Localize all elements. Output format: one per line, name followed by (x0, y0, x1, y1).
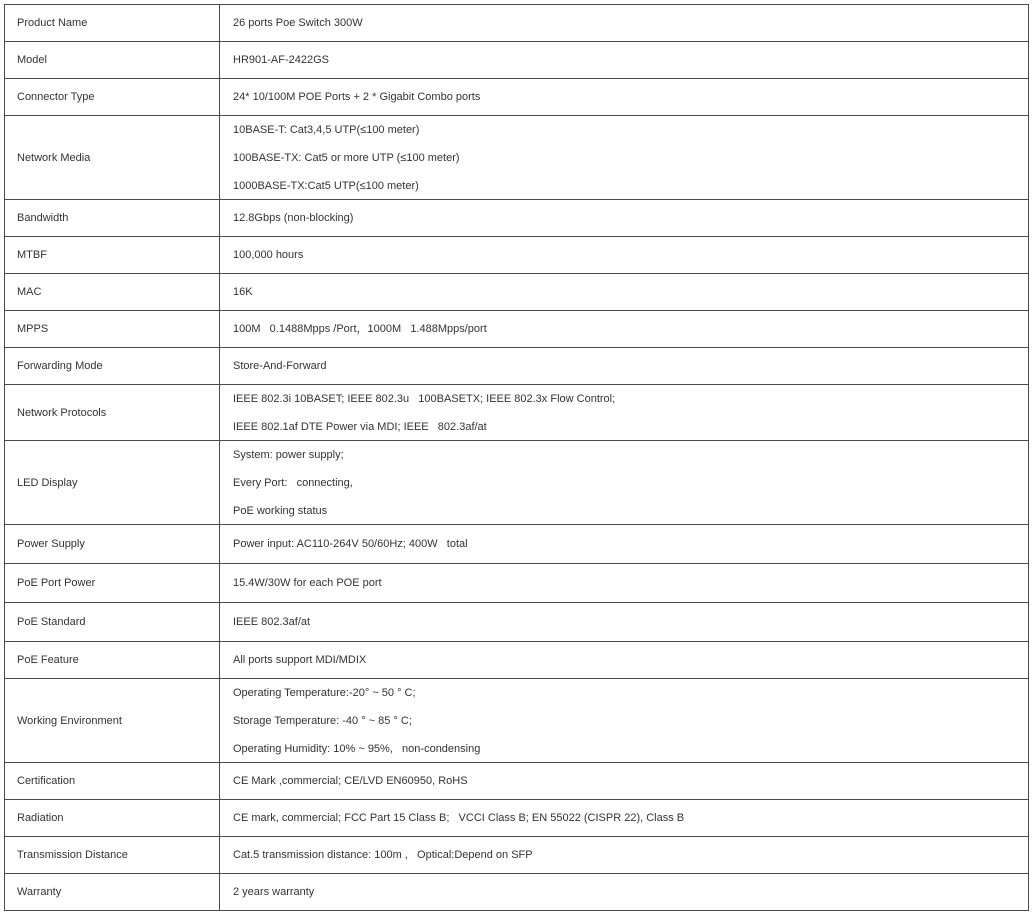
spec-value-line: 1000BASE-TX:Cat5 UTP(≤100 meter) (233, 179, 419, 192)
spec-row (5, 116, 1029, 200)
spec-value-line: PoE working status (233, 504, 328, 517)
spec-value-cell (220, 564, 1029, 603)
spec-value-cell (220, 200, 1029, 237)
spec-value-line: IEEE 802.1af DTE Power via MDI; IEEE 802.3af/at (233, 420, 487, 433)
spec-table (4, 4, 1029, 911)
spec-label-cell (5, 274, 220, 311)
spec-value-cell (220, 800, 1029, 837)
spec-value-line: Power input: AC110-264V 50/60Hz; 400W total (233, 538, 468, 550)
spec-row (5, 237, 1029, 274)
spec-label-cell (5, 564, 220, 603)
spec-label-cell (5, 525, 220, 564)
spec-value-cell (220, 642, 1029, 679)
spec-value-cell (220, 5, 1029, 42)
spec-label: Certification (17, 775, 76, 787)
spec-value-cell (220, 42, 1029, 79)
spec-value-line: 100M 0.1488Mpps /Port，1000M 1.488Mpps/port (233, 323, 487, 335)
spec-label: PoE Port Power (17, 577, 96, 589)
spec-row (5, 348, 1029, 385)
spec-label-cell (5, 763, 220, 800)
spec-value-cell (220, 385, 1029, 441)
spec-value-cell (220, 441, 1029, 525)
spec-value-line: 16K (233, 286, 253, 298)
spec-value-line: Cat.5 transmission distance: 100m , Optical:Depend on SFP (233, 849, 533, 861)
spec-label: Transmission Distance (17, 849, 128, 861)
spec-label-cell (5, 42, 220, 79)
spec-row (5, 874, 1029, 911)
spec-value-line: 100BASE-TX: Cat5 or more UTP (≤100 meter) (233, 151, 460, 164)
spec-row (5, 5, 1029, 42)
spec-value-cell (220, 79, 1029, 116)
spec-label-cell (5, 5, 220, 42)
spec-value-line: Storage Temperature: -40 ° ~ 85 ° C; (233, 714, 412, 727)
spec-value-cell (220, 116, 1029, 200)
spec-row (5, 274, 1029, 311)
spec-value-cell (220, 311, 1029, 348)
spec-label-cell (5, 385, 220, 441)
spec-value-cell (220, 874, 1029, 911)
spec-label: Network Media (17, 151, 91, 164)
spec-label: Power Supply (17, 538, 85, 550)
spec-row (5, 200, 1029, 237)
spec-label: Connector Type (17, 91, 95, 103)
spec-label: Warranty (17, 886, 62, 898)
spec-label-cell (5, 200, 220, 237)
spec-value-line: Operating Humidity: 10% ~ 95%, non-condensing (233, 742, 481, 755)
spec-value-cell (220, 237, 1029, 274)
spec-row (5, 642, 1029, 679)
spec-row (5, 385, 1029, 441)
spec-value-line: Operating Temperature:-20° ~ 50 ° C; (233, 686, 416, 699)
spec-label: PoE Standard (17, 616, 86, 628)
spec-value-line: Every Port: connecting, (233, 476, 353, 489)
spec-row (5, 763, 1029, 800)
spec-value-line: 24* 10/100M POE Ports + 2 * Gigabit Combo ports (233, 91, 481, 103)
spec-value-line: 100,000 hours (233, 249, 304, 261)
spec-label: Bandwidth (17, 212, 69, 224)
spec-value-line: 2 years warranty (233, 886, 315, 898)
spec-label: MTBF (17, 249, 47, 261)
spec-value-line: 15.4W/30W for each POE port (233, 577, 382, 589)
spec-value-line: All ports support MDI/MDIX (233, 654, 367, 666)
spec-row (5, 525, 1029, 564)
spec-value-line: CE mark, commercial; FCC Part 15 Class B; VCCI Class B; EN 55022 (CISPR 22), Class B (233, 812, 685, 824)
spec-value-cell (220, 274, 1029, 311)
spec-value-cell (220, 525, 1029, 564)
spec-label-cell (5, 79, 220, 116)
spec-value-line: IEEE 802.3i 10BASET; IEEE 802.3u 100BASETX; IEEE 802.3x Flow Control; (233, 392, 616, 405)
spec-row (5, 441, 1029, 525)
spec-value-line: 10BASE-T: Cat3,4,5 UTP(≤100 meter) (233, 123, 420, 136)
spec-label-cell (5, 679, 220, 763)
spec-value-line: Store-And-Forward (233, 360, 327, 372)
spec-label: MPPS (17, 323, 49, 335)
spec-label: Network Protocols (17, 406, 107, 419)
spec-label-cell (5, 603, 220, 642)
spec-row (5, 603, 1029, 642)
spec-label-cell (5, 800, 220, 837)
spec-row (5, 311, 1029, 348)
spec-label-cell (5, 348, 220, 385)
spec-label-cell (5, 311, 220, 348)
spec-label-cell (5, 642, 220, 679)
spec-label: Model (17, 54, 47, 66)
spec-row (5, 800, 1029, 837)
spec-label-cell (5, 441, 220, 525)
spec-label: Radiation (17, 812, 64, 824)
spec-value-line: CE Mark ,commercial; CE/LVD EN60950, RoHS (233, 775, 468, 787)
spec-label: Product Name (17, 17, 88, 29)
spec-value-cell (220, 603, 1029, 642)
spec-row (5, 564, 1029, 603)
spec-table-body (5, 5, 1029, 911)
spec-value-line: 26 ports Poe Switch 300W (233, 17, 363, 29)
spec-label-cell (5, 116, 220, 200)
spec-label-cell (5, 874, 220, 911)
spec-value-cell (220, 837, 1029, 874)
spec-label: PoE Feature (17, 654, 79, 666)
spec-label: Forwarding Mode (17, 360, 103, 372)
spec-value-cell (220, 763, 1029, 800)
spec-value-line: 12.8Gbps (non-blocking) (233, 212, 354, 224)
spec-label: MAC (17, 286, 42, 298)
spec-label-cell (5, 837, 220, 874)
spec-value-cell (220, 348, 1029, 385)
spec-row (5, 79, 1029, 116)
spec-value-cell (220, 679, 1029, 763)
spec-value-line: IEEE 802.3af/at (233, 616, 311, 628)
spec-label-cell (5, 237, 220, 274)
spec-row (5, 837, 1029, 874)
spec-label: Working Environment (17, 714, 122, 727)
spec-row (5, 42, 1029, 79)
spec-row (5, 679, 1029, 763)
spec-value-line: HR901-AF-2422GS (233, 54, 329, 66)
spec-label: LED Display (17, 476, 78, 489)
spec-value-line: System: power supply; (233, 448, 344, 461)
